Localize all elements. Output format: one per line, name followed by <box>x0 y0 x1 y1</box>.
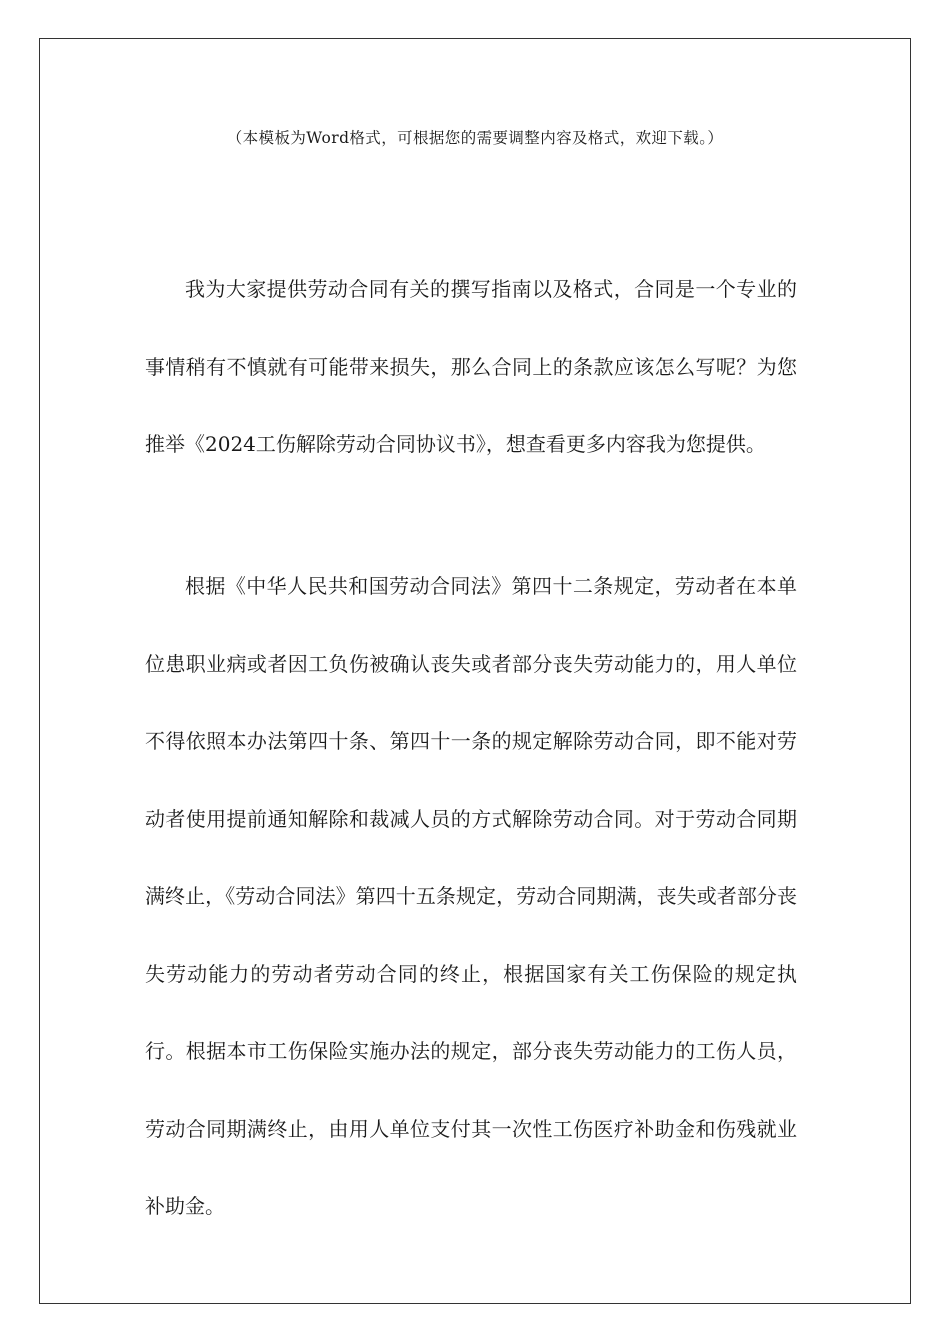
body-paragraph-2-block <box>145 548 797 1246</box>
body-paragraph-1-block <box>145 251 797 484</box>
template-notice: （本模板为Word格式，可根据您的需要调整内容及格式，欢迎下载。） <box>226 129 724 147</box>
body-paragraph: 我为大家提供劳动合同有关的撰写指南以及格式，合同是一个专业的事情稍有不慎就有可能带来损失，那么合同上的条款应该怎么写呢？为您推举《2024工伤解除劳动合同协议书》，想查看更多内容我为您提供。 <box>145 277 797 456</box>
body-paragraph: 根据《中华人民共和国劳动合同法》第四十二条规定，劳动者在本单位患职业病或者因工负伤被确认丧失或者部分丧失劳动能力的，用人单位不得依照本办法第四十条、第四十一条的规定解除劳动合同，即不能对劳动者使用提前通知解除和裁减人员的方式解除劳动合同。对于劳动合同期满终止，《劳动合同法》第四十五条规定，劳动合同期满，丧失或者部分丧失劳动能力的劳动者劳动合同的终止，根据国家有关工伤保险的规定执行。根据本市工伤保险实施办法的规定，部分丧失劳动能力的工伤人员，劳动合同期满终止，由用人单位支付其一次性工伤医疗补助金和伤残就业补助金。 <box>145 574 797 1218</box>
